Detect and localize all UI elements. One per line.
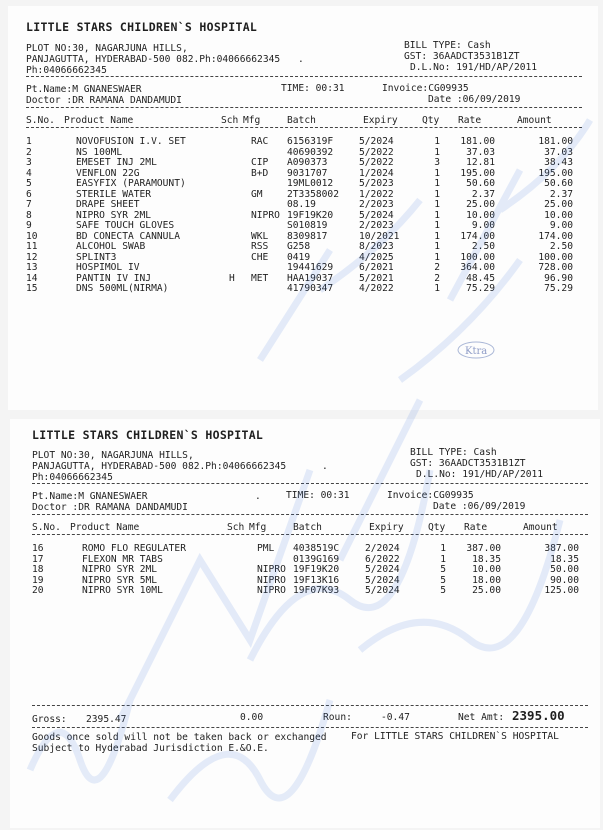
cell-amount: 37.03: [544, 146, 573, 158]
cell-sno: 11: [26, 241, 38, 252]
cell-batch: 19F13K16: [293, 574, 340, 586]
cell-expiry: 5/2024: [359, 136, 394, 147]
cell-sno: 19: [32, 574, 44, 586]
cell-expiry: 6/2021: [359, 262, 394, 273]
address-dot: .: [322, 461, 328, 472]
cell-amount: 90.00: [550, 574, 579, 586]
bill-time: TIME: 00:31: [286, 490, 350, 501]
cell-batch: 8309817: [287, 230, 328, 242]
col-sno-header: S.No.: [26, 115, 55, 126]
cell-product: NOVOFUSION I.V. SET: [76, 136, 186, 147]
terms-line-2: Subject to Hyderabad Jurisdiction E.&O.E.: [32, 743, 269, 754]
cell-qty: 1: [434, 241, 440, 252]
cell-batch: HAA19037: [287, 272, 334, 284]
cell-expiry: 4/2025: [359, 251, 394, 263]
col-amount-header: Amount: [517, 115, 552, 126]
cell-batch: 19F19K20: [287, 209, 334, 221]
bill-type: BILL TYPE: Cash: [410, 447, 497, 458]
cell-rate: 2.37: [471, 188, 495, 200]
cell-amount: 50.60: [544, 178, 573, 189]
cell-rate: 100.00: [460, 251, 495, 263]
cell-batch: 2T3358002: [287, 188, 339, 200]
cell-product: NIPRO SYR 10ML: [82, 585, 163, 596]
cell-amount: 181.00: [538, 136, 573, 147]
phone: Ph:04066662345: [26, 65, 107, 76]
cell-batch: 0139G169: [293, 553, 340, 565]
cell-sno: 16: [32, 543, 44, 554]
cell-amount: 125.00: [544, 585, 579, 596]
cell-qty: 5: [440, 574, 446, 586]
cell-qty: 1: [434, 167, 440, 179]
cell-product: NIPRO SYR 2ML: [76, 209, 152, 221]
cell-product: SPLINT3: [76, 251, 117, 263]
cell-product: ALCOHOL SWAB: [76, 241, 146, 252]
cell-rate: 10.00: [472, 564, 501, 575]
bill-page-1: [8, 6, 598, 410]
gross-amount: 2395.47: [86, 714, 127, 725]
cell-qty: 5: [440, 564, 446, 575]
cell-batch: 19F07K93: [293, 585, 340, 596]
cell-batch: 0419: [287, 251, 311, 263]
net-amount: 2395.00: [512, 708, 565, 723]
net-label: Net Amt:: [458, 712, 505, 723]
cell-rate: 75.29: [466, 283, 495, 294]
col-sch-header: Sch: [227, 522, 245, 533]
cell-rate: 18.35: [472, 553, 501, 565]
cell-mfg: RAC: [251, 136, 269, 147]
cell-rate: 48.45: [466, 272, 495, 284]
cell-expiry: 5/2024: [365, 585, 400, 596]
col-batch-header: Batch: [287, 115, 316, 126]
cell-rate: 195.00: [460, 167, 495, 179]
col-mfg-header: Mfg: [249, 522, 267, 533]
cell-mfg: NIPRO: [257, 585, 286, 596]
cell-expiry: 8/2023: [359, 241, 394, 252]
cell-batch: 4038519C: [293, 543, 340, 554]
cell-sno: 4: [26, 167, 32, 179]
cell-product: NIPRO SYR 2ML: [82, 564, 158, 575]
cell-qty: 1: [434, 188, 440, 200]
cell-mfg: GM: [251, 188, 263, 200]
cell-product: ROMO FLO REGULATER: [82, 543, 186, 554]
cell-batch: G258: [287, 241, 311, 252]
cell-qty: 1: [434, 199, 440, 210]
patient-name: Pt.Name:M GNANESWAER: [32, 491, 148, 502]
cell-qty: 2: [434, 272, 440, 284]
cell-mfg: PML: [257, 543, 275, 554]
cell-qty: 3: [434, 157, 440, 168]
gross-label: Gross:: [32, 714, 67, 725]
cell-sno: 17: [32, 553, 44, 565]
cell-sno: 8: [26, 209, 32, 221]
cell-rate: 25.00: [472, 585, 501, 596]
divider: [32, 514, 588, 515]
col-batch-header: Batch: [293, 522, 322, 533]
cell-product: NS 100ML: [76, 146, 123, 158]
gst-number: GST: 36AADCT3531B1ZT: [404, 51, 520, 62]
cell-qty: 1: [434, 230, 440, 242]
cell-qty: 1: [440, 543, 446, 554]
stamp-mark: [456, 339, 496, 361]
col-expiry-header: Expiry: [369, 522, 404, 533]
cell-sno: 9: [26, 220, 32, 231]
cell-batch: 6156319F: [287, 136, 334, 147]
divider: [32, 705, 588, 706]
cell-batch: 40690392: [287, 146, 334, 158]
cell-sno: 3: [26, 157, 32, 168]
cell-rate: 10.00: [466, 209, 495, 221]
cell-qty: 1: [440, 553, 446, 565]
cell-sch: H: [229, 272, 235, 284]
cell-mfg: WKL: [251, 230, 269, 242]
col-product-header: Product Name: [70, 522, 140, 533]
cell-rate: 9.00: [471, 220, 495, 231]
cell-expiry: 10/2021: [359, 230, 400, 242]
cell-sno: 18: [32, 564, 44, 575]
cell-amount: 9.00: [549, 220, 573, 231]
doctor-name: Doctor :DR RAMANA DANDAMUDI: [26, 95, 182, 106]
cell-rate: 2.50: [471, 241, 495, 252]
discount-amount: 0.00: [240, 712, 264, 723]
cell-mfg: RSS: [251, 241, 269, 252]
dl-number: D.L.No: 191/HD/AP/2011: [410, 62, 538, 73]
cell-product: VENFLON 22G: [76, 167, 140, 179]
cell-expiry: 5/2022: [359, 146, 394, 158]
cell-expiry: 2/2023: [359, 220, 394, 231]
cell-expiry: 5/2024: [365, 574, 400, 586]
cell-rate: 25.00: [466, 199, 495, 210]
cell-rate: 18.00: [472, 574, 501, 586]
cell-rate: 387.00: [466, 543, 501, 554]
dl-number: D.L.No: 191/HD/AP/2011: [416, 469, 544, 480]
stamp-text: Ktra: [465, 346, 488, 357]
cell-rate: 174.00: [460, 230, 495, 242]
cell-product: SAFE TOUCH GLOVES: [76, 220, 175, 231]
bill-time: TIME: 00:31: [281, 83, 345, 94]
gst-number: GST: 36AADCT3531B1ZT: [410, 458, 526, 469]
cell-mfg: B+D: [251, 167, 269, 179]
cell-product: STERILE WATER: [76, 188, 152, 200]
cell-sno: 15: [26, 283, 38, 294]
round-amount: -0.47: [381, 712, 410, 723]
cell-qty: 1: [434, 146, 440, 158]
hospital-name: LITTLE STARS CHILDREN`S HOSPITAL: [32, 428, 264, 442]
cell-qty: 1: [434, 251, 440, 263]
cell-expiry: 5/2021: [359, 272, 394, 284]
cell-amount: 25.00: [544, 199, 573, 210]
cell-sno: 14: [26, 272, 38, 284]
cell-qty: 1: [434, 220, 440, 231]
cell-expiry: 5/2024: [365, 564, 400, 575]
col-amount-header: Amount: [523, 522, 558, 533]
divider: [32, 483, 588, 484]
cell-product: HOSPIMOL IV: [76, 262, 140, 273]
cell-batch: 9031707: [287, 167, 328, 179]
cell-batch: 19ML0012: [287, 178, 334, 189]
doctor-name: Doctor :DR RAMANA DANDAMUDI: [32, 502, 188, 513]
divider: [26, 76, 582, 77]
cell-amount: 2.37: [549, 188, 573, 200]
divider: [26, 107, 582, 108]
cell-expiry: 2/2024: [365, 543, 400, 554]
cell-qty: 5: [440, 585, 446, 596]
cell-expiry: 6/2022: [365, 553, 400, 565]
col-sch-header: Sch: [221, 115, 239, 126]
cell-rate: 37.03: [466, 146, 495, 158]
cell-expiry: 5/2022: [359, 157, 394, 168]
cell-amount: 728.00: [538, 262, 573, 273]
cell-amount: 10.00: [544, 209, 573, 221]
cell-expiry: 5/2023: [359, 178, 394, 189]
col-rate-header: Rate: [458, 115, 482, 126]
divider: [32, 727, 588, 728]
cell-amount: 195.00: [538, 167, 573, 179]
cell-sno: 1: [26, 136, 32, 147]
cell-sno: 13: [26, 262, 38, 273]
cell-qty: 1: [434, 283, 440, 294]
cell-batch: S010819: [287, 220, 328, 231]
cell-mfg: NIPRO: [257, 564, 286, 575]
cell-qty: 1: [434, 136, 440, 147]
cell-batch: 08.19: [287, 199, 316, 210]
round-label: Roun:: [323, 712, 352, 723]
cell-amount: 50.00: [550, 564, 579, 575]
cell-amount: 2.50: [549, 241, 573, 252]
cell-expiry: 5/2024: [359, 209, 394, 221]
divider: [32, 534, 588, 535]
address-line-2: PANJAGUTTA, HYDERABAD-500 082.Ph:04066662345: [26, 54, 281, 65]
cell-product: FLEXON MR TABS: [82, 553, 163, 565]
cell-product: PANTIN IV INJ: [76, 272, 152, 284]
cell-sno: 5: [26, 178, 32, 189]
cell-qty: 2: [434, 262, 440, 273]
cell-qty: 1: [434, 178, 440, 189]
address-dot: .: [255, 491, 261, 502]
cell-product: NIPRO SYR 5ML: [82, 574, 158, 586]
cell-mfg: MET: [251, 272, 269, 284]
cell-rate: 181.00: [460, 136, 495, 147]
cell-batch: 41790347: [287, 283, 334, 294]
cell-amount: 18.35: [550, 553, 579, 565]
col-expiry-header: Expiry: [363, 115, 398, 126]
bill-type: BILL TYPE: Cash: [404, 40, 491, 51]
cell-rate: 12.81: [466, 157, 495, 168]
cell-batch: 19441629: [287, 262, 334, 273]
patient-name: Pt.Name:M GNANESWAER: [26, 84, 142, 95]
address-line-1: PLOT NO:30, NAGARJUNA HILLS,: [32, 450, 194, 461]
divider: [26, 127, 582, 128]
col-mfg-header: Mfg: [243, 115, 261, 126]
cell-expiry: 1/2022: [359, 188, 394, 200]
cell-expiry: 2/2023: [359, 199, 394, 210]
cell-amount: 38.43: [544, 157, 573, 168]
cell-expiry: 1/2024: [359, 167, 394, 179]
cell-product: DNS 500ML(NIRMA): [76, 283, 169, 294]
cell-rate: 364.00: [460, 262, 495, 273]
cell-expiry: 4/2022: [359, 283, 394, 294]
col-sno-header: S.No.: [32, 522, 61, 533]
cell-sno: 12: [26, 251, 38, 263]
cell-product: BD CONECTA CANNULA: [76, 230, 180, 242]
cell-amount: 96.90: [544, 272, 573, 284]
cell-sno: 6: [26, 188, 32, 200]
terms-line-1: Goods once sold will not be taken back or exchanged: [32, 732, 327, 743]
cell-amount: 174.00: [538, 230, 573, 242]
cell-amount: 387.00: [544, 543, 579, 554]
cell-product: EASYFIX (PARAMOUNT): [76, 178, 186, 189]
cell-sno: 20: [32, 585, 44, 596]
address-line-2: PANJAGUTTA, HYDERABAD-500 082.Ph:04066662345: [32, 461, 287, 472]
cell-mfg: CIP: [251, 157, 269, 168]
cell-qty: 1: [434, 209, 440, 221]
cell-product: EMESET INJ 2ML: [76, 157, 157, 168]
col-qty-header: Qty: [422, 115, 440, 126]
phone: Ph:04066662345: [32, 472, 113, 483]
col-product-header: Product Name: [64, 115, 134, 126]
cell-mfg: NIPRO: [257, 574, 286, 586]
col-qty-header: Qty: [428, 522, 446, 533]
address-dot: .: [298, 54, 304, 65]
invoice-number: Invoice:CG09935: [382, 83, 469, 94]
bill-page-2: [10, 419, 600, 828]
cell-mfg: NIPRO: [251, 209, 280, 221]
hospital-name: LITTLE STARS CHILDREN`S HOSPITAL: [26, 20, 258, 34]
cell-sno: 2: [26, 146, 32, 158]
bill-date: Date :06/09/2019: [428, 94, 521, 105]
cell-mfg: CHE: [251, 251, 269, 263]
cell-product: DRAPE SHEET: [76, 199, 140, 210]
cell-rate: 50.60: [466, 178, 495, 189]
invoice-number: Invoice:CG09935: [387, 490, 474, 501]
cell-amount: 100.00: [538, 251, 573, 263]
signature-line: For LITTLE STARS CHILDREN`S HOSPITAL: [351, 731, 559, 742]
cell-batch: 19F19K20: [293, 564, 340, 575]
cell-amount: 75.29: [544, 283, 573, 294]
cell-sno: 10: [26, 230, 38, 242]
cell-sno: 7: [26, 199, 32, 210]
address-line-1: PLOT NO:30, NAGARJUNA HILLS,: [26, 43, 188, 54]
bill-date: Date :06/09/2019: [433, 501, 526, 512]
col-rate-header: Rate: [464, 522, 488, 533]
cell-batch: A090373: [287, 157, 328, 168]
